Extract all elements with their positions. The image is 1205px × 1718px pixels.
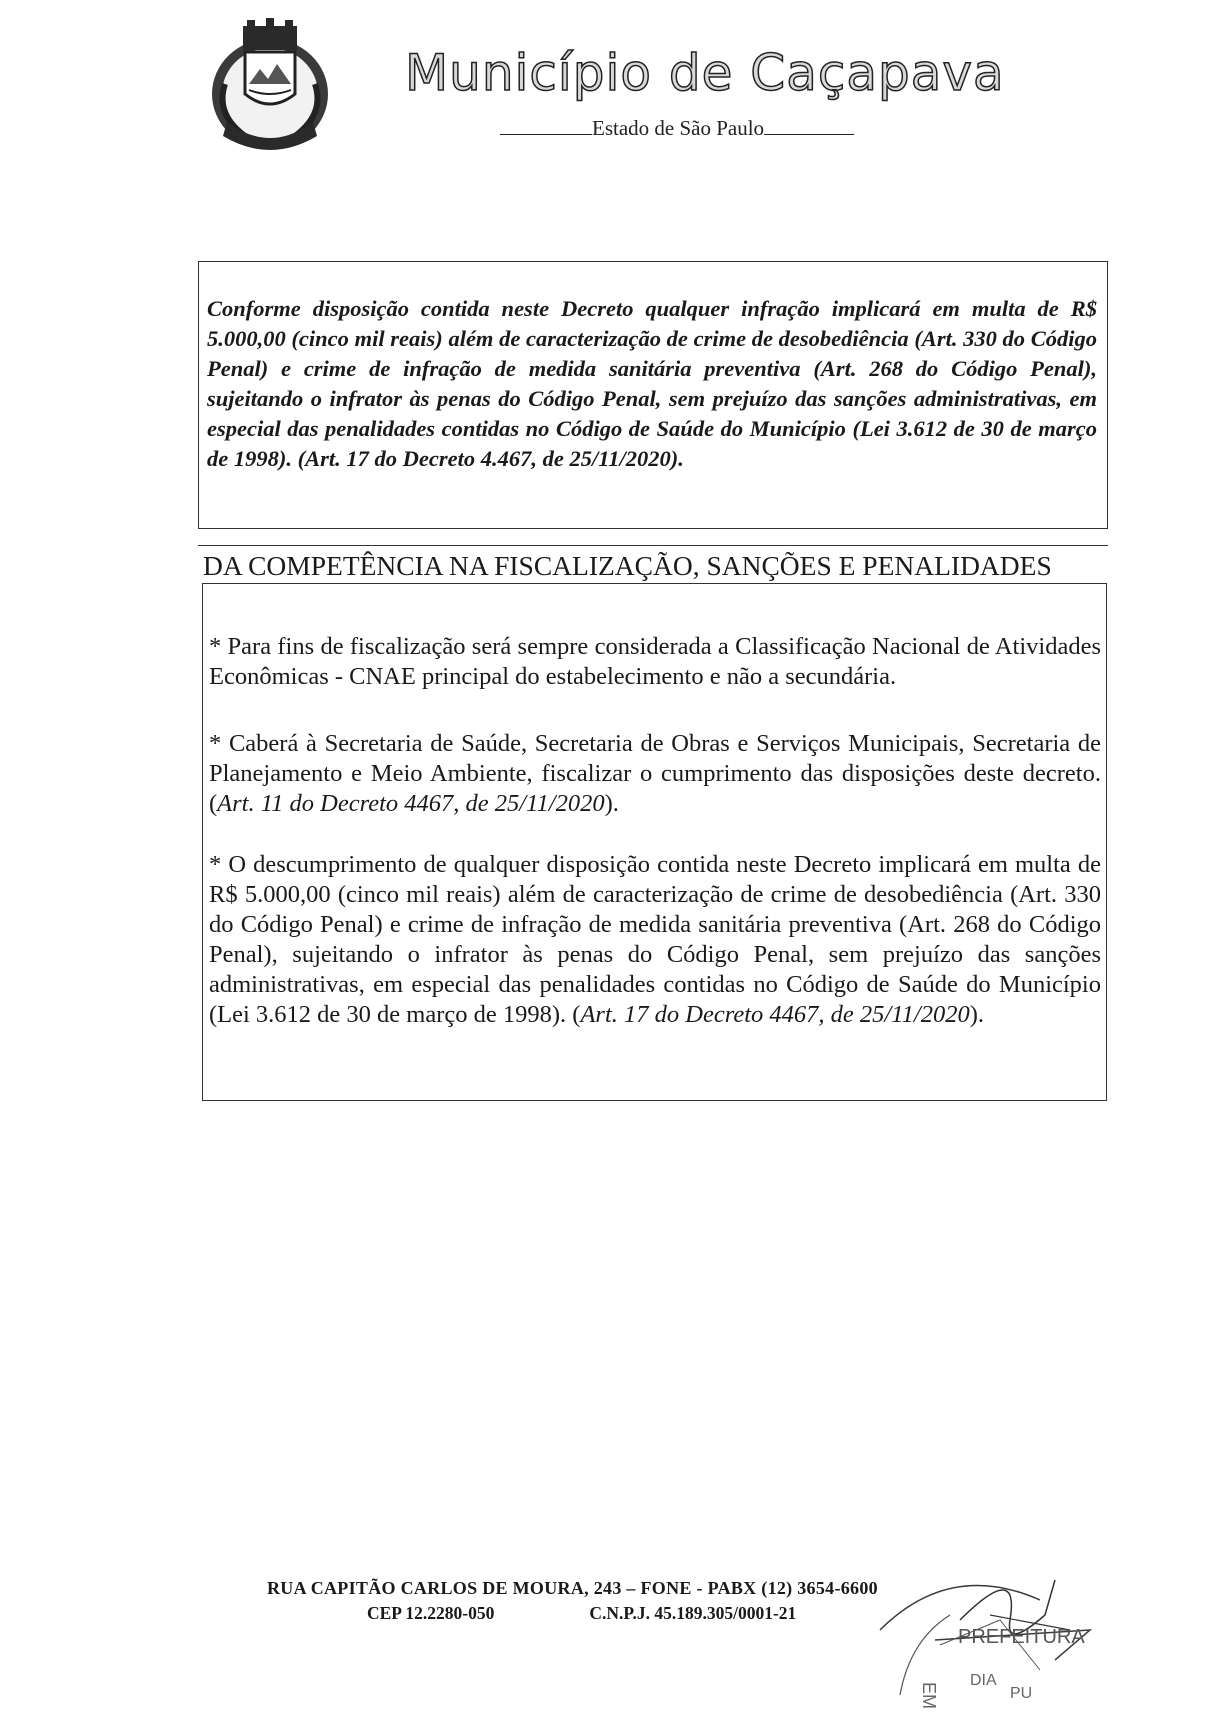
- notice-box: [198, 261, 1108, 529]
- paragraph-secretarias-text: * Caberá à Secretaria de Saúde, Secretaria de Obras e Serviços Municipais, Secretaria de Planejamento e Meio Ambiente, fiscalizar o cumprimento das disposições deste decreto. (: [209, 730, 1101, 817]
- svg-text:PU: PU: [1010, 1685, 1033, 1702]
- footer-cep: CEP 12.2280-050: [367, 1603, 495, 1623]
- paragraph-cnae: [209, 632, 1101, 692]
- paragraph-penalties-tail: ).: [969, 1001, 984, 1028]
- footer-address: RUA CAPITÃO CARLOS DE MOURA, 243 – FONE - PABX (12) 3654-6600: [267, 1578, 878, 1598]
- svg-text:EM: EM: [919, 1682, 939, 1709]
- paragraph-secretarias: [209, 729, 1101, 819]
- section-heading: DA COMPETÊNCIA NA FISCALIZAÇÃO, SANÇÕES E PENALIDADES: [203, 550, 1052, 581]
- notice-box-divider: [198, 545, 1108, 546]
- paragraph-penalties-citation: Art. 17 do Decreto 4467, de 25/11/2020: [580, 1001, 970, 1028]
- notice-text: Conforme disposição contida neste Decreto qualquer infração implicará em multa de R$ 5.000,00 (cinco mil reais) além de caracterização de crime de desobediência (Art. 330 do Código Penal) e crime de infração de medida sanitária preventiva (Art. 268 do Código Penal), sujeitando o infrator às penas do Código Penal, sem prejuízo das sanções administrativas, em especial das penalidades contidas no Código de Saúde do Município (Lei 3.612 de 30 de março de 1998). (Art. 17 do Decreto 4.467, de 25/11/2020).: [207, 296, 1097, 471]
- paragraph-secretarias-tail: ).: [604, 790, 619, 817]
- left-rule: [500, 134, 592, 135]
- paragraph-cnae-text: * Para fins de fiscalização será sempre considerada a Classificação Nacional de Atividades Econômicas - CNAE principal do estabelecimento e não a secundária.: [209, 633, 1101, 690]
- state-subtitle-line: [500, 116, 854, 141]
- paragraph-penalties: [209, 850, 1101, 1030]
- paragraph-penalties-text: * O descumprimento de qualquer disposição contida neste Decreto implicará em multa de R$ 5.000,00 (cinco mil reais) além de caracterização de crime de desobediência (Art. 330 do Código Penal) e crime de infração de medida sanitária preventiva (Art. 268 do Código Penal), sujeitando o infrator às penas do Código Penal, sem prejuízo das sanções administrativas, em especial das penalidades contidas no Código de Saúde do Município (Lei 3.612 de 30 de março de 1998). (: [209, 851, 1101, 1028]
- right-rule: [764, 134, 854, 135]
- state-subtitle: Estado de São Paulo: [592, 116, 765, 140]
- footer-cnpj: C.N.P.J. 45.189.305/0001-21: [589, 1603, 797, 1623]
- municipality-title: Município de Caçapava: [405, 44, 1005, 102]
- section-box: [202, 583, 1107, 1101]
- paragraph-secretarias-citation: Art. 11 do Decreto 4467, de 25/11/2020: [217, 790, 605, 817]
- svg-text:PREFEITURA: PREFEITURA: [958, 1626, 1085, 1648]
- footer-ids: [367, 1603, 796, 1624]
- publication-stamp-and-signature: [840, 1520, 1170, 1718]
- svg-text:DIA: DIA: [970, 1672, 997, 1689]
- municipal-crest-logo: [205, 14, 335, 154]
